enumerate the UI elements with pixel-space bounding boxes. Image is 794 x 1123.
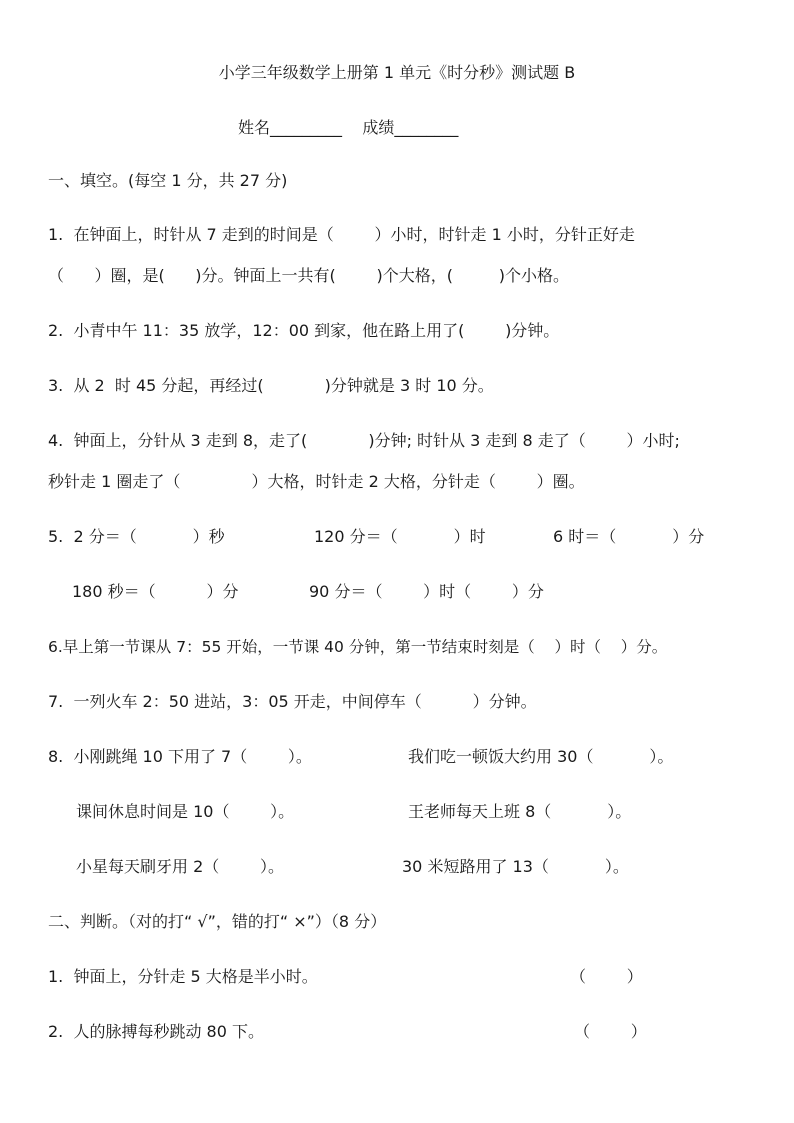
- question-8-item-a: 8. 小刚跳绳 10 下用了 7（ ）。: [48, 747, 312, 766]
- section1-heading: 一、填空。(每空 1 分，共 27 分): [48, 171, 288, 190]
- page-title: 小学三年级数学上册第 1 单元《时分秒》测试题 B: [218, 63, 576, 82]
- question-6: 6.早上第一节课从 7：55 开始，一节课 40 分钟，第一节结束时刻是（ ）时（ ）分。: [48, 638, 668, 656]
- question-5-item-d: 180 秒＝（ ）分: [72, 582, 239, 601]
- question-4-line-1: 4. 钟面上，分针从 3 走到 8，走了( )分钟; 时针从 3 走到 8 走了（ ）小时;: [48, 431, 680, 450]
- question-5-item-b: 120 分＝（ ）时: [314, 527, 486, 546]
- question-7: 7. 一列火车 2：50 进站，3：05 开走，中间停车（ ）分钟。: [48, 692, 537, 711]
- question-1-line-1: 1. 在钟面上，时针从 7 走到的时间是（ ）小时，时针走 1 小时，分针正好走: [48, 225, 635, 244]
- judgment-2-answer-paren: （ ）: [574, 1022, 647, 1041]
- question-8-item-f: 30 米短路用了 13（ ）。: [402, 857, 629, 876]
- question-5-item-e: 90 分＝（ ）时（ ）分: [309, 582, 544, 601]
- question-1-line-2: （ ）圈，是( )分。钟面上一共有( )个大格，( )个小格。: [48, 266, 569, 285]
- judgment-1: 1. 钟面上，分针走 5 大格是半小时。: [48, 967, 318, 986]
- question-8-item-e: 小星每天刷牙用 2（ ）。: [76, 857, 284, 876]
- name-score-line: 姓名_________ 成绩________: [238, 118, 459, 137]
- section2-heading: 二、判断。（对的打“ √”，错的打“ ×”）（8 分）: [48, 912, 387, 931]
- question-2: 2. 小青中午 11：35 放学，12：00 到家，他在路上用了( )分钟。: [48, 321, 560, 340]
- question-5-item-a: 5. 2 分＝（ ）秒: [48, 527, 225, 546]
- question-8-item-b: 我们吃一顿饭大约用 30（ ）。: [408, 747, 674, 766]
- question-5-item-c: 6 时＝（ ）分: [553, 527, 705, 546]
- question-8-item-c: 课间休息时间是 10（ ）。: [76, 802, 295, 821]
- judgment-2: 2. 人的脉搏每秒跳动 80 下。: [48, 1022, 264, 1041]
- question-4-line-2: 秒针走 1 圈走了（ ）大格，时针走 2 大格，分针走（ ）圈。: [48, 472, 585, 491]
- judgment-1-answer-paren: （ ）: [570, 967, 643, 986]
- question-8-item-d: 王老师每天上班 8（ ）。: [408, 802, 632, 821]
- question-3: 3. 从 2 时 45 分起，再经过( )分钟就是 3 时 10 分。: [48, 376, 494, 395]
